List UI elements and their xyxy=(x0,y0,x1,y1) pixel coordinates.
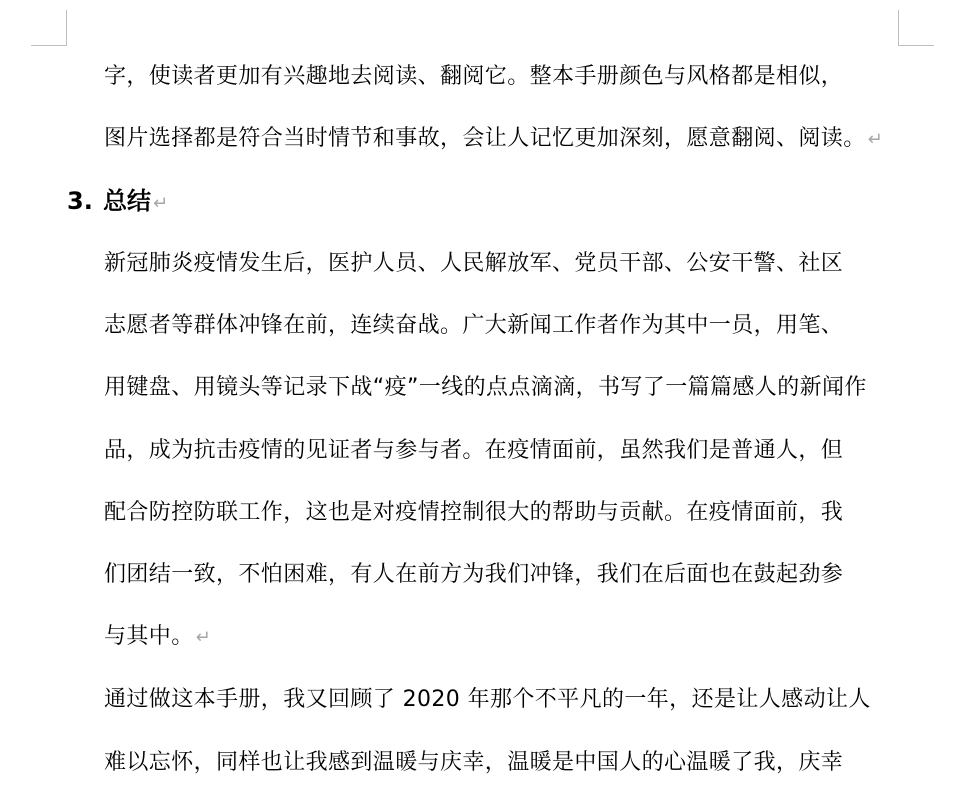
paragraph1-line-5-text: 配合防控防联工作，这也是对疫情控制很大的帮助与贡献。在疫情面前，我 xyxy=(104,500,844,525)
top-left-crop-mark xyxy=(31,10,67,46)
paragraph1-line-7-text: 与其中。 xyxy=(104,624,194,649)
intro-line-1 xyxy=(104,62,904,92)
paragraph1-line-4 xyxy=(104,436,904,466)
intro-line-1-text: 字，使读者更加有兴趣地去阅读、翻阅它。整本手册颜色与风格都是相似， xyxy=(104,64,844,89)
paragraph2-line-2-text: 难以忘怀，同样也让我感到温暖与庆幸，温暖是中国人的心温暖了我，庆幸 xyxy=(104,750,844,775)
paragraph1-line-3 xyxy=(104,373,904,403)
paragraph1-line-3-text: 用键盘、用镜头等记录下战“疫”一线的点点滴滴，书写了一篇篇感人的新闻作 xyxy=(104,375,867,400)
intro-line-2 xyxy=(104,124,904,155)
paragraph1-line-5 xyxy=(104,498,904,528)
paragraph1-line-1-text: 新冠肺炎疫情发生后，医护人员、人民解放军、党员干部、公安干警、社区 xyxy=(104,251,844,276)
section-heading xyxy=(67,185,168,220)
paragraph1-line-6 xyxy=(104,560,904,590)
paragraph1-line-4-text: 品，成为抗击疫情的见证者与参与者。在疫情面前，虽然我们是普通人，但 xyxy=(104,438,844,463)
paragraph1-line-2 xyxy=(104,311,904,341)
paragraph2-line-1 xyxy=(104,685,904,715)
paragraph-mark-icon: ↵ xyxy=(867,129,884,150)
paragraph1-line-1 xyxy=(104,249,904,279)
paragraph1-line-7 xyxy=(104,622,904,653)
paragraph1-line-6-text: 们团结一致，不怕困难，有人在前方为我们冲锋，我们在后面也在鼓起劲参 xyxy=(104,562,844,587)
section-number: 3. xyxy=(67,187,93,215)
top-right-crop-mark xyxy=(898,10,934,46)
paragraph-mark-icon: ↵ xyxy=(195,627,212,648)
intro-line-2-text: 图片选择都是符合当时情节和事故，会让人记忆更加深刻，愿意翻阅、阅读。 xyxy=(104,126,866,151)
paragraph2-line-2 xyxy=(104,748,904,778)
paragraph2-line-1-text: 通过做这本手册，我又回顾了 2020 年那个不平凡的一年，还是让人感动让人 xyxy=(104,687,871,712)
section-title: 总结 xyxy=(103,187,151,215)
paragraph-mark-icon: ↵ xyxy=(153,193,169,214)
paragraph1-line-2-text: 志愿者等群体冲锋在前，连续奋战。广大新闻工作者作为其中一员，用笔、 xyxy=(104,313,844,338)
